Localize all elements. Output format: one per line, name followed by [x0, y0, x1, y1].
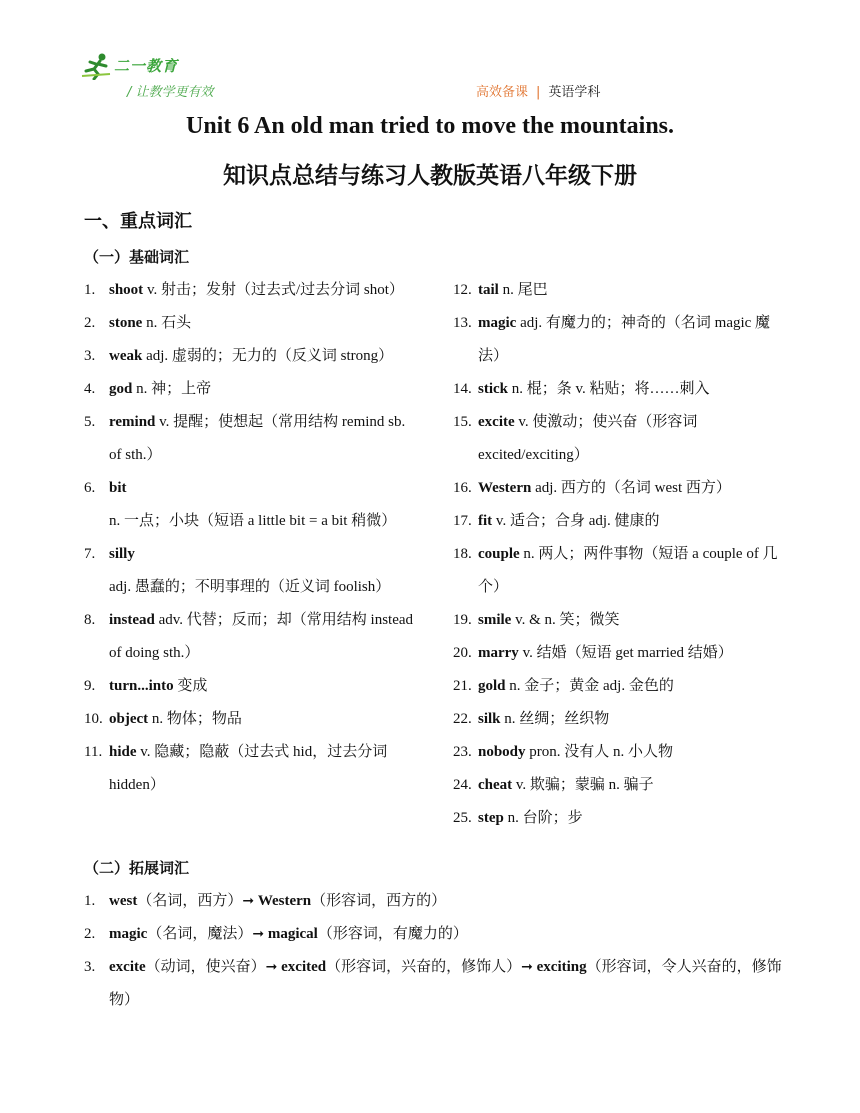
vocab-item: 15. excite v. 使激动；使兴奋（形容词 excited/exciting） [453, 414, 698, 463]
vocab-item: 21. gold n. 金子；黄金 adj. 金色的 [453, 678, 674, 694]
header-right [476, 81, 600, 100]
arrow-icon: ➞ [242, 893, 255, 909]
arrow-icon: ➞ [265, 959, 278, 975]
vocab-item: 17. fit v. 适合；合身 adj. 健康的 [453, 513, 660, 529]
subsection-heading-extended: （二）拓展词汇 [84, 859, 190, 877]
arrow-icon: ➞ [252, 926, 265, 942]
vocab-item: 7. silly adj. 愚蠢的；不明事理的（近义词 foolish） [84, 546, 391, 595]
header-separator: | [536, 85, 541, 100]
vocab-column-right [453, 274, 783, 835]
logo-text: 二一教育 [114, 57, 179, 75]
extended-vocab-list [84, 885, 784, 1017]
vocab-item: 2. stone n. 石头 [84, 315, 192, 331]
extended-item: 3. excite（动词，使兴奋）➞ excited（形容词，兴奋的，修饰人）➞ exciting（形容词，令人兴奋的，修饰物） [84, 959, 782, 1008]
slogan: / 让教学更有效 [127, 85, 214, 100]
vocab-item: 8. instead adv. 代替；反而；却（常用结构 instead of doing sth.） [84, 612, 414, 661]
extended-item: 1. west（名词，西方）➞ Western（形容词，西方的） [84, 893, 447, 909]
vocab-item: 5. remind v. 提醒；使想起（常用结构 remind sb. of sth.） [84, 414, 406, 463]
vocab-item: 22. silk n. 丝绸；丝织物 [453, 711, 610, 727]
vocab-item: 11. hide v. 隐藏；隐蔽（过去式 hid，过去分词 hidden） [84, 744, 388, 793]
vocab-item: 13. magic adj. 有魔力的；神奇的（名词 magic 魔法） [453, 315, 771, 364]
vocab-item: 10. object n. 物体；物品 [84, 711, 242, 727]
lesson-prep-label: 高效备课 [476, 85, 529, 100]
vocab-item: 20. marry v. 结婚（短语 get married 结婚） [453, 645, 733, 661]
vocab-item: 16. Western adj. 西方的（名词 west 西方） [453, 480, 731, 496]
vocab-item: 1. shoot v. 射击；发射（过去式/过去分词 shot） [84, 282, 404, 298]
vocab-item: 6. bit n. 一点；小块（短语 a little bit = a bit 稍微） [84, 480, 397, 529]
subsection-heading-basic: （一）基础词汇 [84, 248, 190, 266]
page-title-en: Unit 6 An old man tried to move the mountains. [185, 113, 675, 139]
vocab-item: 25. step n. 台阶；步 [453, 810, 583, 826]
subject-label: 英语学科 [548, 85, 601, 100]
page-title-cn: 知识点总结与练习人教版英语八年级下册 [223, 163, 637, 189]
vocab-item: 23. nobody pron. 没有人 n. 小人物 [453, 744, 674, 760]
vocab-item: 24. cheat v. 欺骗；蒙骗 n. 骗子 [453, 777, 654, 793]
runner-icon [80, 52, 114, 80]
extended-item: 2. magic（名词，魔法）➞ magical（形容词，有魔力的） [84, 926, 468, 942]
vocab-item: 14. stick n. 棍；条 v. 粘贴；将……刺入 [453, 381, 710, 397]
vocab-item: 19. smile v. & n. 笑；微笑 [453, 612, 620, 628]
vocab-item: 9. turn...into 变成 [84, 678, 208, 694]
vocab-item: 18. couple n. 两人；两件事物（短语 a couple of 几个） [453, 546, 778, 595]
logo [80, 52, 200, 82]
vocab-item: 12. tail n. 尾巴 [453, 282, 548, 298]
vocab-item: 4. god n. 神；上帝 [84, 381, 212, 397]
vocab-item: 3. weak adj. 虚弱的；无力的（反义词 strong） [84, 348, 394, 364]
vocab-column-left [84, 274, 414, 802]
section-heading: 一、重点词汇 [84, 211, 192, 232]
arrow-icon: ➞ [521, 959, 533, 975]
